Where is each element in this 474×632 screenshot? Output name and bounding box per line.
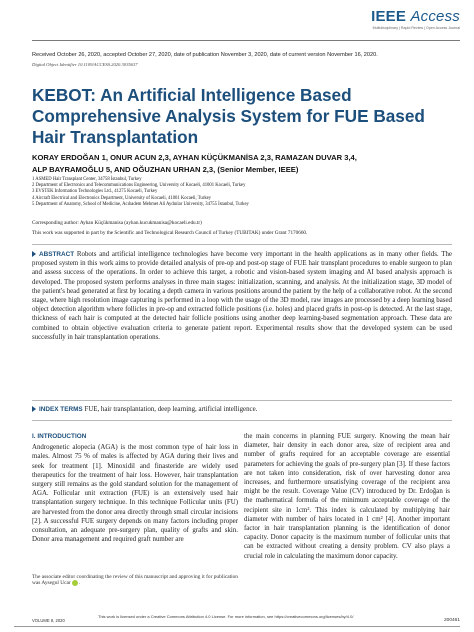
journal-logo [371, 8, 460, 30]
header-rule [32, 40, 460, 41]
intro-right-column [244, 432, 450, 561]
logo-ieee: IEEE [371, 8, 407, 25]
affiliation-5: 5 Department of Anatomy, School of Medicine, Acıbadem Mehmet Ali Aydınlar University, 34755 İstanbul, Turkey [32, 201, 249, 207]
paper-title: KEBOT: An Artificial Intelligence Based Comprehensive Analysis System for FUE Based Hair Transplantation [32, 85, 425, 147]
index-terms-text: FUE, hair transplantation, deep learning, artificial intelligence. [84, 406, 258, 413]
affiliation-2: 2 Department of Electronics and Telecommunications Engineering, University of Kocaeli, 41001 Kocaeli, Turkey [32, 183, 246, 189]
author-line-2: ALP BAYRAMOĞLU 5, AND OĞUZHAN URHAN 2,3, (Senior Member, IEEE) [32, 165, 299, 174]
funding-note: This work was supported in part by the Scientific and Technological Research Council of Turkey (TUBITAK) under Grant 7170660. [32, 230, 308, 236]
index-terms-marker-icon [32, 406, 36, 412]
doi-line: Digital Object Identifier 10.1109/ACCESS.2020.3035637 [32, 62, 138, 67]
orcid-icon [72, 580, 78, 586]
footer-license: This work is licensed under a Creative Commons Attribution 4.0 License. For more information, see https://creativecommons.org/licenses/by/4.0/ [98, 614, 354, 619]
abstract-text: Robots and artificial intelligence technologies have become very important in the health applications as in many other fields. The proposed system in this work aims to provide detailed analysis of pre-op and post-op stage of FUE hair transplant procedures to enable surgeon to plan and assess success of the operations. In order to achieve this target, a robotic and vision-based system imaging and AI based analysis approach is developed. The proposed system performs analyses in three main stages: initialization, scanning, and analysis. At the initialization stage, 3D model of the patient's head generated at first by locating a depth camera in various positions around the patient by the help of a collaborative robot. At the second stage, where high resolution image capturing is performed in a loop with the usage of the 3D model, raw images are processed by a deep learning based object detection algorithm where follicles in pre-op and extracted follicle positions (i.e. holes) and placed grafts in post-op is detected. At the last stage, thickness of each hair is computed at the detected hair follicle positions using another deep learning-based segmentation approach. These data are combined to obtain objective evaluation criteria to generate patient report. Experimental results show that the developed system can be used successfully in hair transplantation operations. [32, 251, 452, 341]
index-terms-label: INDEX TERMS [39, 406, 83, 413]
index-terms [32, 406, 257, 413]
affiliation-3: 3 EVSTEK Information Technologies Ltd., 41275 Kocaeli, Turkey [32, 189, 158, 195]
intro-heading: I. INTRODUCTION [32, 433, 87, 440]
abstract [32, 250, 452, 342]
footer-volume: VOLUME 8, 2020 [32, 618, 65, 623]
affiliations [32, 177, 249, 208]
abstract-label: ABSTRACT [39, 251, 75, 258]
editor-footnote: The associate editor coordinating the review of this manuscript and approving it for publication was Aysegul Ucar . [32, 574, 238, 587]
received-dates: Received October 26, 2020, accepted October 27, 2020, date of publication November 3, 2020, date of current version November 16, 2020. [32, 52, 378, 58]
editor-footnote-text: The associate editor coordinating the review of this manuscript and approving it for publication was Aysegul Ucar [32, 574, 238, 587]
logo-access: Access [410, 8, 460, 25]
index-bottom-rule [32, 420, 452, 421]
abstract-marker-icon [32, 251, 36, 257]
logo-tagline: Multidisciplinary | Rapid Review | Open Access Journal [372, 26, 460, 30]
footer-page-number: 200461 [443, 618, 460, 623]
author-list [32, 152, 452, 176]
intro-right-text: the main concerns in planning FUE surgery. Knowing the mean hair diameter, hair density in each donor area, size of recipient area and number of grafts required for an acceptable coverage are essential parameters for achieving the goals of pre-surgery plan [3]. If these factors are not taken into consideration, risk of over harvesting donor area increases, and furthermore unsatisfying coverage of the recipient area might be the result. Coverage Value (CV) introduced by Dr. Erdoğan is the mathematical formula of the minimum acceptable coverage of the recipient site in 1cm². This index is calculated by multiplying hair diameter with number of hairs located in 1 cm² [4]. Another important factor in hair transplantation planning is the identification of donor capacity. Donor capacity is the maximum number of follicular units that can be extracted without creating a density problem. CV also plays a crucial role in calculating the maximum donor capacity. [244, 433, 450, 560]
corresponding-author: Corresponding author: Ayhan Küçükmanisa (ayhan.kucukmanisa@kocaeli.edu.tr) [32, 220, 202, 226]
intro-left-text: Androgenetic alopecia (AGA) is the most common type of hair loss in males. Almost 75 % of males is affected by AGA during their lives and seek for treatment [1]. Minoxidil and finasteride are widely used therapeutics for the treatment of hair loss. However, hair transplantation surgery still remains as the gold standard solution for the management of AGA. Follicular unit extraction (FUE) is an extensively used hair transplantation surgery technique. In this technique Follicular units (FU) are harvested from the donor area directly through small circular incisions [2]. A successful FUE surgery depends on many factors including proper consultation, an adequate pre-surgery plan, quality of grafts and skin. Donor area management and required graft number are [32, 444, 238, 544]
affiliation-1: 1 ASMED Hair Transplant Center, 34758 İstanbul, Turkey [32, 177, 142, 182]
affiliation-4: 4 Aircraft Electrical and Electronics Department, University of Kocaeli, 41001 Kocaeli, Turkey [32, 195, 212, 201]
abstract-top-rule [32, 244, 452, 245]
author-line-1: KORAY ERDOĞAN 1, ONUR ACUN 2,3, AYHAN KÜÇÜKMANİSA 2,3, RAMAZAN DUVAR 3,4, [32, 153, 357, 162]
footer-rule [14, 626, 460, 627]
index-top-rule [32, 400, 452, 401]
intro-left-column [32, 432, 238, 544]
